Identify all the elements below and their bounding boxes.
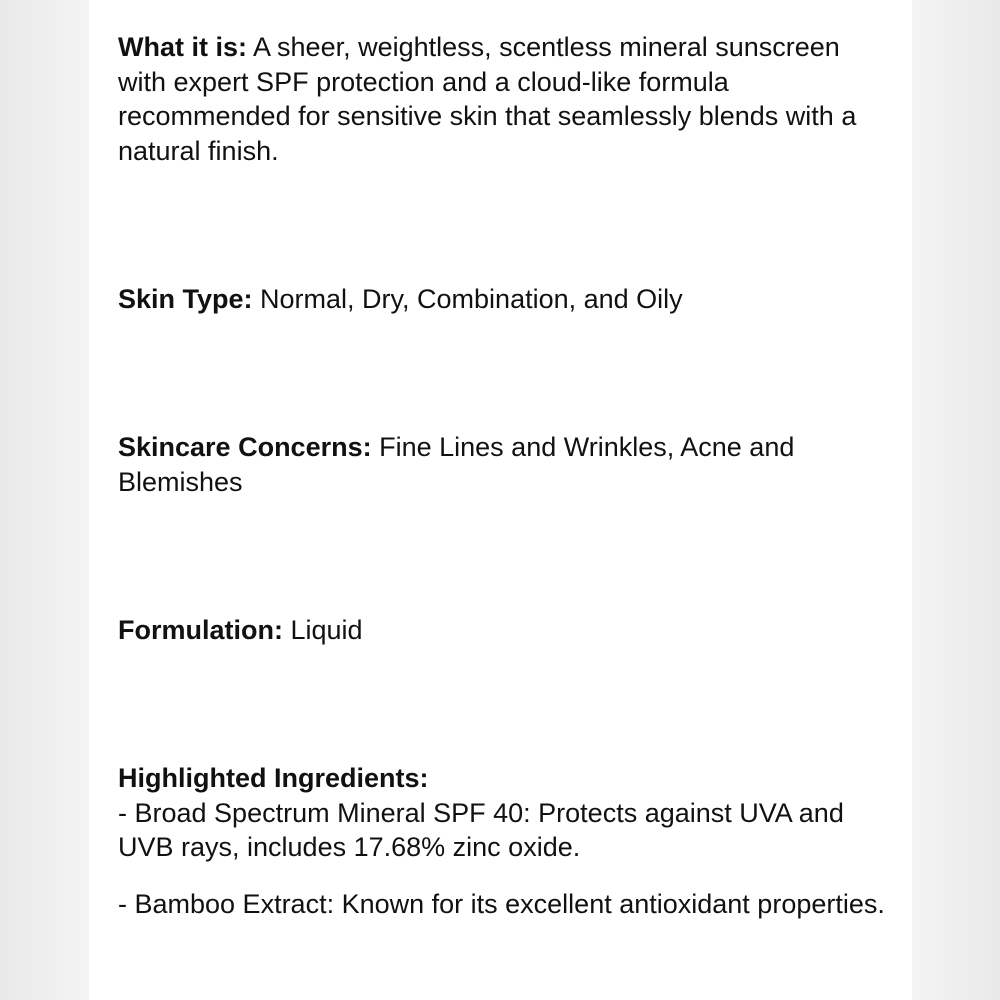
ingredient-item: - Bamboo Extract: Known for its excellent antioxidant properties.	[118, 888, 885, 919]
what-it-is-text: A sheer, weightless, scentless mineral sunscreen with expert SPF protection and a cloud-like formula recommended for sensitive skin that seamlessly blends with a natural finish.	[118, 32, 857, 166]
formulation-section	[118, 613, 888, 648]
skincare-concerns-text: Fine Lines and Wrinkles, Acne and Blemishes	[118, 432, 795, 497]
what-it-is-label: What it is:	[118, 32, 247, 62]
skin-type-section	[118, 282, 888, 317]
skincare-concerns-section	[118, 430, 888, 499]
skincare-concerns-label: Skincare Concerns:	[118, 432, 372, 462]
formulation-text: Liquid	[282, 615, 363, 645]
highlighted-ingredients-label: Highlighted Ingredients:	[118, 763, 429, 793]
formulation-label: Formulation:	[118, 615, 283, 645]
highlighted-ingredients-section	[118, 761, 888, 921]
skin-type-label: Skin Type:	[118, 284, 253, 314]
product-details-card	[89, 0, 912, 1000]
ingredient-item: - Broad Spectrum Mineral SPF 40: Protects against UVA and UVB rays, includes 17.68% zinc oxide.	[118, 797, 844, 862]
skin-type-text: Normal, Dry, Combination, and Oily	[252, 284, 683, 314]
what-it-is-section	[118, 30, 888, 168]
